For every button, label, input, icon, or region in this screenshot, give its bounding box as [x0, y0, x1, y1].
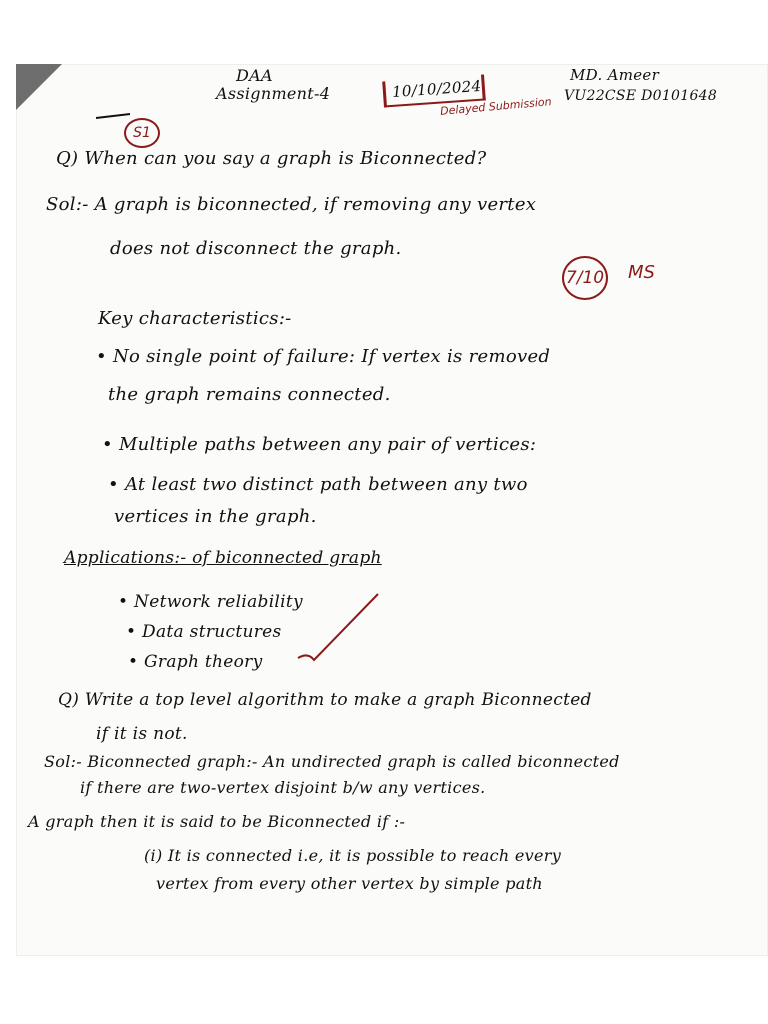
- subject-label: DAA: [236, 66, 273, 85]
- app-item-1: • Network reliability: [118, 592, 303, 612]
- q1-question: Q) When can you say a graph is Biconnected?: [56, 148, 487, 169]
- folded-corner: [16, 64, 62, 110]
- q2-question-line1: Q) Write a top level algorithm to make a graph Biconnected: [58, 690, 592, 710]
- grader-initials: MS: [628, 262, 655, 283]
- q2-question-line2: if it is not.: [96, 724, 188, 744]
- question-badge-text: S1: [133, 125, 151, 141]
- bullet3-line2: vertices in the graph.: [114, 506, 317, 527]
- q1-answer-line1: Sol:- A graph is biconnected, if removing any vertex: [46, 194, 537, 215]
- check-mark: [294, 588, 384, 668]
- q2-sol-line3: A graph then it is said to be Biconnected if :-: [28, 812, 406, 831]
- delay-note: Delayed Submission: [439, 95, 553, 118]
- assignment-label: Assignment-4: [216, 84, 331, 103]
- bullet3-line1: • At least two distinct path between any two: [108, 474, 528, 495]
- q2-sol-line1: Sol:- Biconnected graph:- An undirected graph is called biconnected: [44, 752, 620, 771]
- dash-mark: [94, 110, 134, 122]
- grade-score: 7/10: [565, 268, 605, 288]
- grade-circle: [562, 256, 608, 300]
- key-heading: Key characteristics:-: [98, 308, 292, 329]
- bullet1-line1: • No single point of failure: If vertex is removed: [96, 346, 551, 367]
- q2-sol-line2: if there are two-vertex disjoint b/w any vertices.: [80, 778, 486, 797]
- applications-heading: Applications:- of biconnected graph: [64, 548, 382, 568]
- q1-answer-line2: does not disconnect the graph.: [110, 238, 402, 259]
- student-name: MD. Ameer: [570, 66, 660, 84]
- bullet2-line1: • Multiple paths between any pair of vertices:: [102, 434, 537, 455]
- roll-number: VU22CSE D0101648: [564, 88, 718, 104]
- question-badge: [124, 118, 160, 148]
- app-item-2: • Data structures: [126, 622, 282, 642]
- q2-point1-line2: vertex from every other vertex by simple path: [156, 874, 543, 893]
- bullet1-line2: the graph remains connected.: [108, 384, 391, 405]
- q2-point1-line1: (i) It is connected i.e, it is possible to reach every: [144, 846, 562, 865]
- date-text: 10/10/2024: [391, 76, 482, 102]
- app-item-3: • Graph theory: [128, 652, 263, 672]
